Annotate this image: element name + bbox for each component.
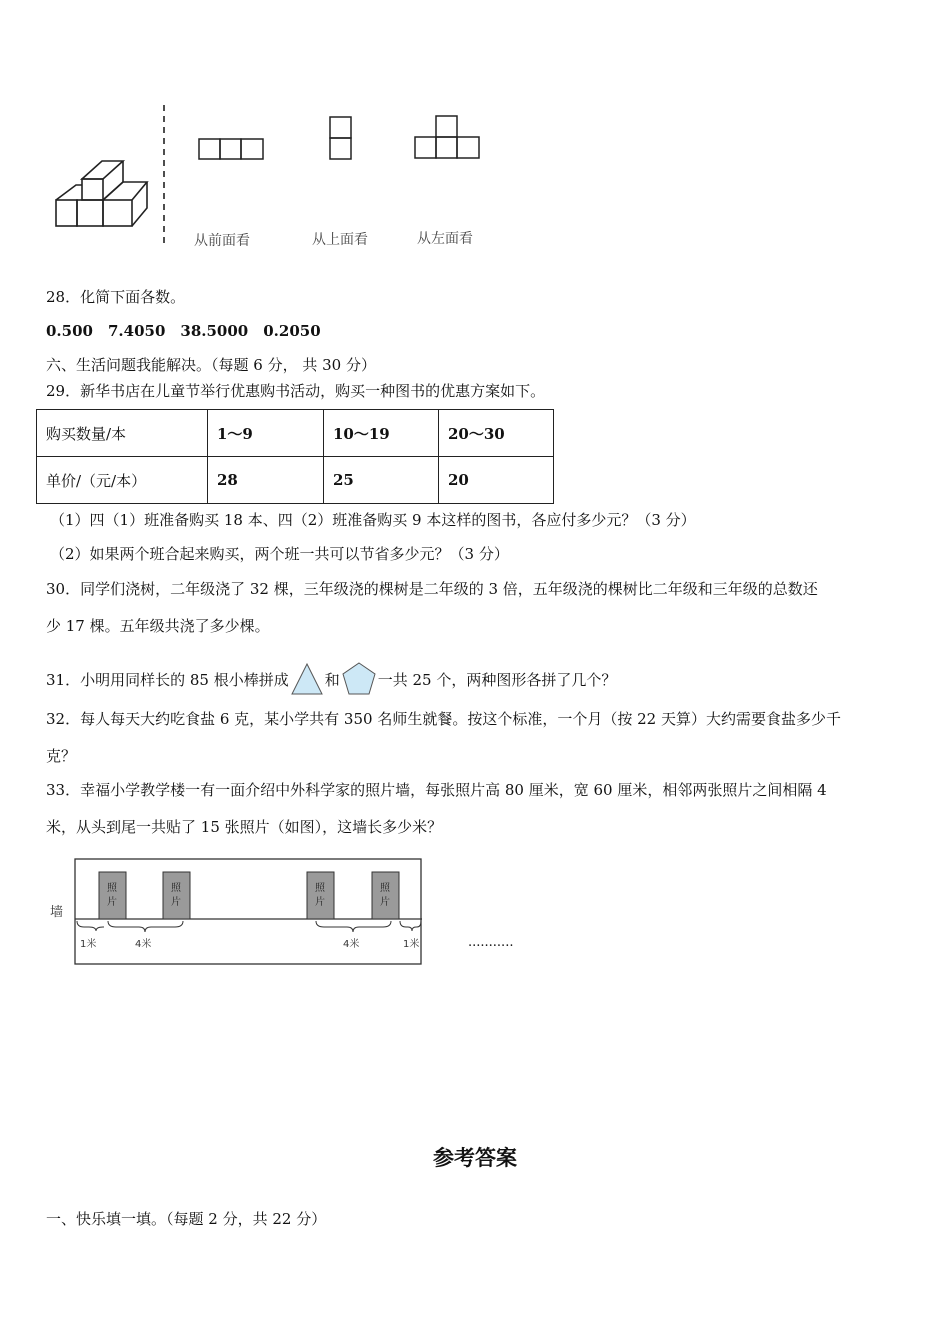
- table-cell: 28: [208, 457, 324, 504]
- photo-4: [372, 872, 399, 919]
- left-view-drawing: [415, 116, 479, 158]
- photo-label: 照: [315, 883, 325, 894]
- table-cell: 25: [324, 457, 439, 504]
- question-28-numbers: 0.500 7.4050 38.5000 0.2050: [46, 322, 321, 340]
- cube-stack-drawing: [56, 161, 147, 226]
- answer-title: 参考答案: [433, 1145, 517, 1170]
- photo-label: 照: [171, 883, 181, 894]
- wall-frame: [75, 859, 421, 964]
- gap-braces: [77, 921, 421, 932]
- question-31-part1: 31．小明用同样长的 85 根小棒拼成: [46, 670, 289, 689]
- question-30-line2: 少 17 棵。五年级共浇了多少棵。: [46, 617, 270, 635]
- left-view-label: 从左面看: [417, 231, 473, 247]
- photo-label: 片: [380, 897, 390, 908]
- question-29-sub2: （2）如果两个班合起来购买，两个班一共可以节省多少元？（3 分）: [50, 545, 509, 563]
- question-29: 29．新华书店在儿童节举行优惠购书活动，购买一种图书的优惠方案如下。: [46, 382, 546, 400]
- wall-label: 墙: [50, 905, 64, 920]
- photo-1: [99, 872, 126, 919]
- pentagon-icon: [341, 661, 377, 697]
- question-33-line2: 米，从头到尾一共贴了 15 张照片（如图），这墙长多少米？: [46, 818, 443, 836]
- discount-table: [36, 409, 554, 504]
- question-28: 28．化简下面各数。: [46, 288, 186, 306]
- photo-3: [307, 872, 334, 919]
- front-view-label: 从前面看: [194, 233, 250, 249]
- table-cell: 购买数量/本: [37, 410, 208, 457]
- question-30-line1: 30．同学们浇树，二年级浇了 32 棵，三年级浇的棵树是二年级的 3 倍，五年级浇的棵树比二年级和三年级的总数还: [46, 580, 818, 598]
- question-29-sub1: （1）四（1）班准备购买 18 本、四（2）班准备购买 9 本这样的图书，各应付多少元？（3 分）: [50, 511, 696, 529]
- table-row: [37, 457, 554, 504]
- triangle-icon: [290, 662, 324, 696]
- gap-label-1m: 1米: [403, 939, 420, 950]
- front-view-drawing: [199, 139, 263, 159]
- answer-section-1: 一、快乐填一填。（每题 2 分，共 22 分）: [46, 1210, 327, 1228]
- photo-wall-figure: [44, 855, 524, 970]
- table-row: [37, 410, 554, 457]
- gap-label-1m: 1米: [80, 939, 97, 950]
- table-cell: 1～9: [208, 410, 324, 457]
- question-31-part2: 和: [324, 670, 340, 689]
- table-cell: 20～30: [439, 410, 554, 457]
- top-view-drawing: [330, 117, 351, 159]
- table-cell: 20: [439, 457, 554, 504]
- section-6-heading: 六、生活问题我能解决。（每题 6 分， 共 30 分）: [46, 356, 376, 374]
- photo-rectangles: [99, 872, 399, 919]
- photo-label: 照: [380, 883, 390, 894]
- question-32-line1: 32．每人每天大约吃食盐 6 克，某小学共有 350 名师生就餐。按这个标准，一个月（按 22 天算）大约需要食盐多少千: [46, 710, 841, 728]
- photo-label: 片: [171, 897, 181, 908]
- photo-2: [163, 872, 190, 919]
- photo-label: 照: [107, 883, 117, 894]
- photo-label: 片: [315, 897, 325, 908]
- table-cell: 单价/（元/本）: [37, 457, 208, 504]
- table-cell: 10～19: [324, 410, 439, 457]
- question-32-line2: 克？: [46, 747, 77, 765]
- question-33-line1: 33．幸福小学教学楼一有一面介绍中外科学家的照片墙，每张照片高 80 厘米，宽 60 厘米，相邻两张照片之间相隔 4: [46, 781, 827, 799]
- photo-label: 片: [107, 897, 117, 908]
- question-31-part3: 一共 25 个，两种图形各拼了几个？: [377, 670, 617, 689]
- gap-label-4m: 4米: [135, 939, 152, 950]
- question-31: [46, 661, 616, 697]
- top-view-label: 从上面看: [312, 232, 368, 248]
- wall-ellipsis: ...........: [468, 935, 514, 950]
- gap-label-4m: 4米: [343, 939, 360, 950]
